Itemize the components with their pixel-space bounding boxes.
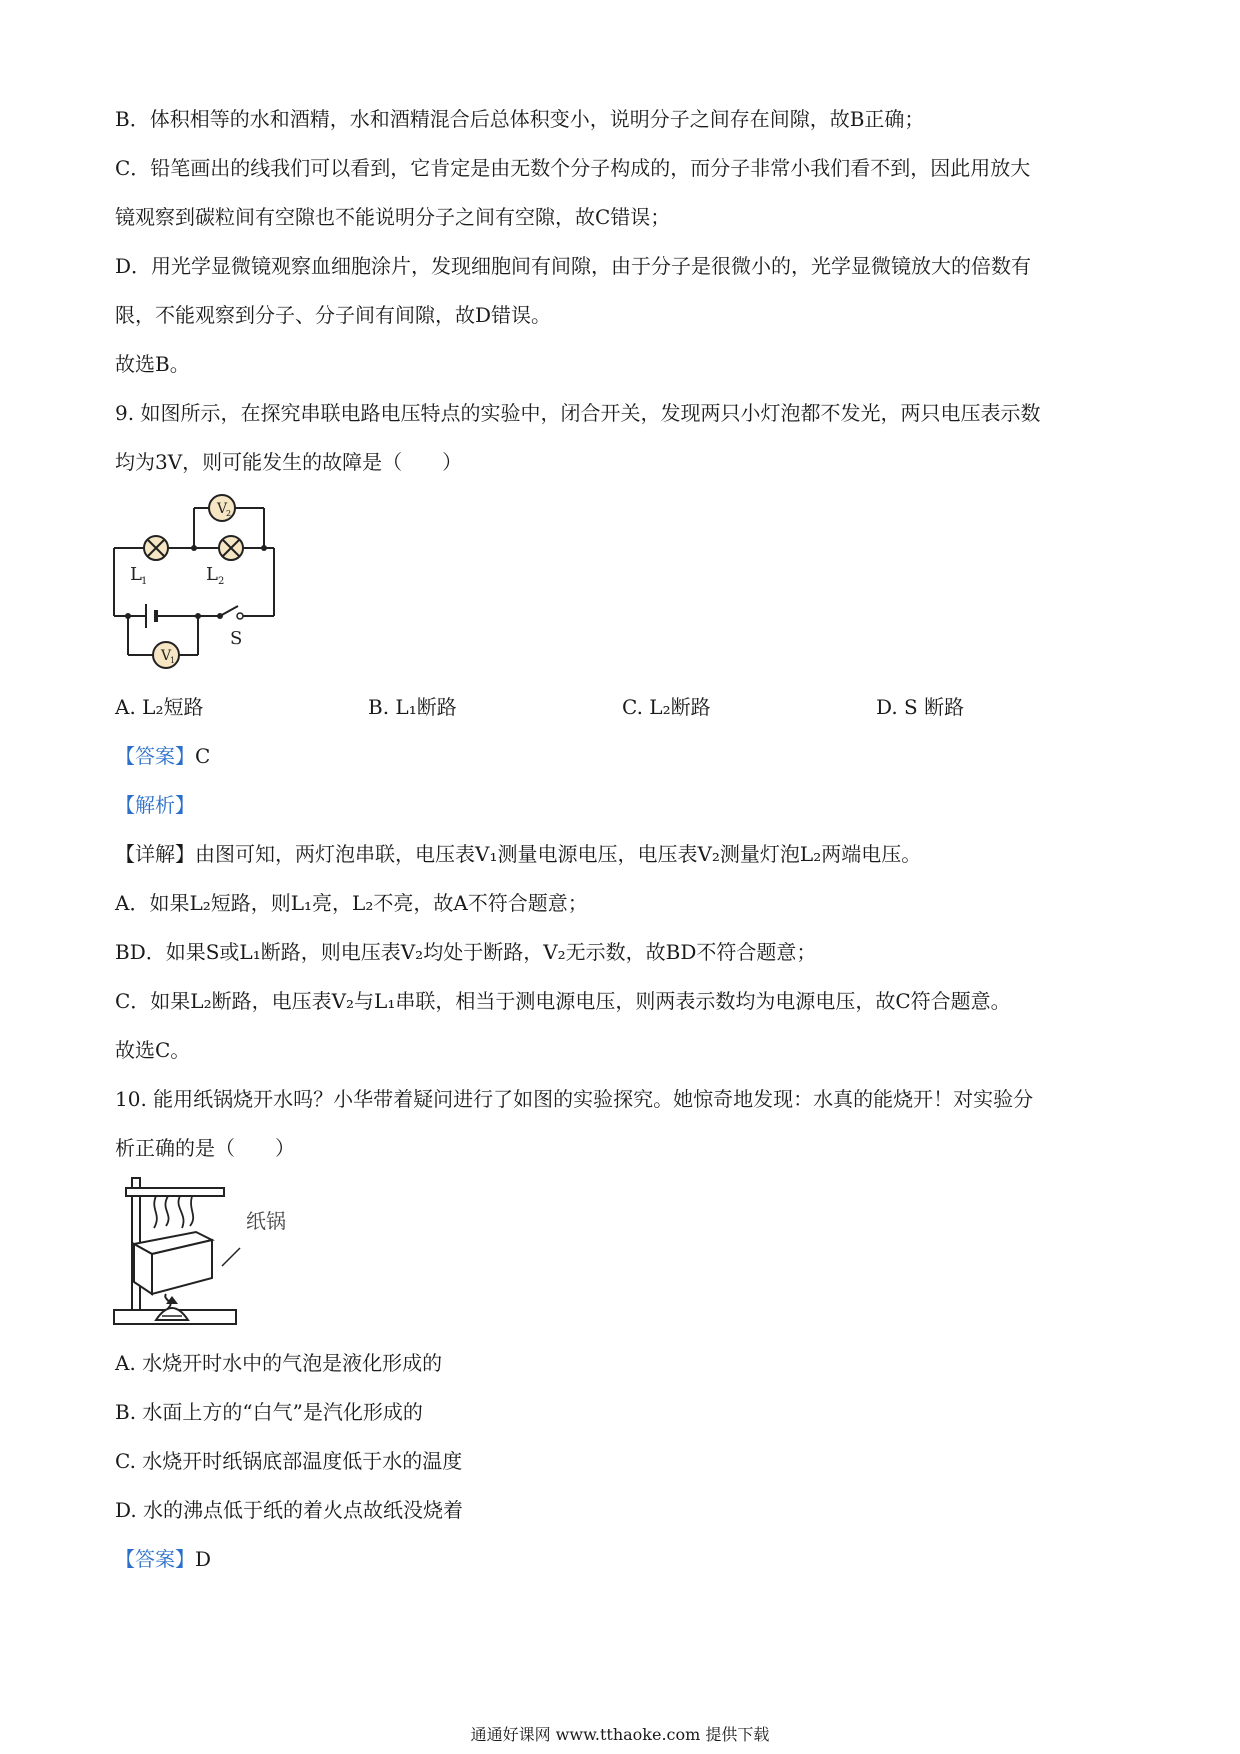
q10-option-d: D. 水的沸点低于纸的着火点故纸没烧着 <box>115 1498 464 1522</box>
q10-stem-line2: 析正确的是（ ） <box>115 1136 295 1160</box>
l2-subscript: 2 <box>218 576 225 587</box>
v2-subscript: 2 <box>226 509 232 518</box>
q10-option-c: C. 水烧开时纸锅底部温度低于水的温度 <box>115 1449 463 1473</box>
q8-option-c-explanation-line1: C．铅笔画出的线我们可以看到，它肯定是由无数个分子构成的，而分子非常小我们看不到，因此用放大 <box>115 156 1031 180</box>
q10-answer-value: D <box>195 1547 212 1571</box>
q10-stem-line1: 10. 能用纸锅烧开水吗？小华带着疑问进行了如图的实验探究。她惊奇地发现：水真的能烧开！对实验分 <box>115 1087 1034 1111</box>
q9-explanation-a: A．如果L₂短路，则L₁亮，L₂不亮，故A不符合题意； <box>115 891 588 915</box>
q10-option-b: B. 水面上方的“白气”是汽化形成的 <box>115 1400 423 1424</box>
q9-option-a: A. L₂短路 <box>115 695 204 719</box>
alcohol-lamp <box>156 1294 188 1320</box>
q8-option-b-explanation: B．体积相等的水和酒精，水和酒精混合后总体积变小，说明分子之间存在间隙，故B正确； <box>115 107 925 131</box>
page-footer: 通通好课网 www.tthaoke.com 提供下载 <box>470 1725 770 1744</box>
v1-label: V <box>161 648 172 664</box>
paper-pot <box>134 1232 212 1294</box>
v1-subscript: 1 <box>170 656 176 665</box>
l1-label: L <box>130 564 142 585</box>
q9-option-d: D. S 断路 <box>876 695 965 719</box>
lamp-l1 <box>144 536 168 560</box>
paper-pot-label: 纸锅 <box>246 1211 286 1233</box>
q9-answer <box>115 742 210 770</box>
q9-answer-tag: 【答案】 <box>115 744 195 768</box>
l1-subscript: 1 <box>141 576 148 587</box>
q9-detail-text: 由图可知，两灯泡串联，电压表V₁测量电源电压，电压表V₂测量灯泡L₂两端电压。 <box>195 842 922 866</box>
switch-label: S <box>230 628 243 649</box>
q9-conclusion: 故选C。 <box>115 1038 191 1062</box>
q8-conclusion: 故选B。 <box>115 352 190 376</box>
q8-option-d-explanation-line2: 限，不能观察到分子、分子间有间隙，故D错误。 <box>115 303 552 327</box>
q10-answer-tag: 【答案】 <box>115 1547 195 1571</box>
lamp-l2 <box>219 536 243 560</box>
q10-paper-pot-diagram <box>108 1170 348 1330</box>
q9-answer-value: C <box>195 744 211 768</box>
q9-detail-tag: 【详解】 <box>115 842 195 866</box>
stand-crossbar <box>126 1188 224 1196</box>
q9-option-c: C. L₂断路 <box>622 695 711 719</box>
q10-option-a: A. 水烧开时水中的气泡是液化形成的 <box>115 1351 443 1375</box>
q9-stem-line1: 9. 如图所示，在探究串联电路电压特点的实验中，闭合开关，发现两只小灯泡都不发光，两只电压表示数 <box>115 401 1041 425</box>
q8-option-c-explanation-line2: 镜观察到碳粒间有空隙也不能说明分子之间有空隙，故C错误； <box>115 205 671 229</box>
voltmeter-v1 <box>153 642 179 668</box>
q9-explanation-c: C．如果L₂断路，电压表V₂与L₁串联，相当于测电源电压，则两表示数均为电源电压，故C符合题意。 <box>115 989 1011 1013</box>
voltmeter-v2 <box>209 495 235 521</box>
q9-circuit-diagram <box>108 488 288 678</box>
q8-option-d-explanation-line1: D．用光学显微镜观察血细胞涂片，发现细胞间有间隙，由于分子是很微小的，光学显微镜放大的倍数有 <box>115 254 1032 278</box>
q9-explanation-bd: BD．如果S或L₁断路，则电压表V₂均处于断路，V₂无示数，故BD不符合题意； <box>115 940 817 964</box>
q9-analysis-tag: 【解析】 <box>115 793 195 817</box>
q10-answer <box>115 1545 211 1573</box>
q9-option-b: B. L₁断路 <box>368 695 457 719</box>
q9-detail <box>115 840 921 868</box>
v2-label: V <box>217 501 228 517</box>
q9-stem-line2: 均为3V，则可能发生的故障是（ ） <box>115 450 463 474</box>
l2-label: L <box>206 564 218 585</box>
